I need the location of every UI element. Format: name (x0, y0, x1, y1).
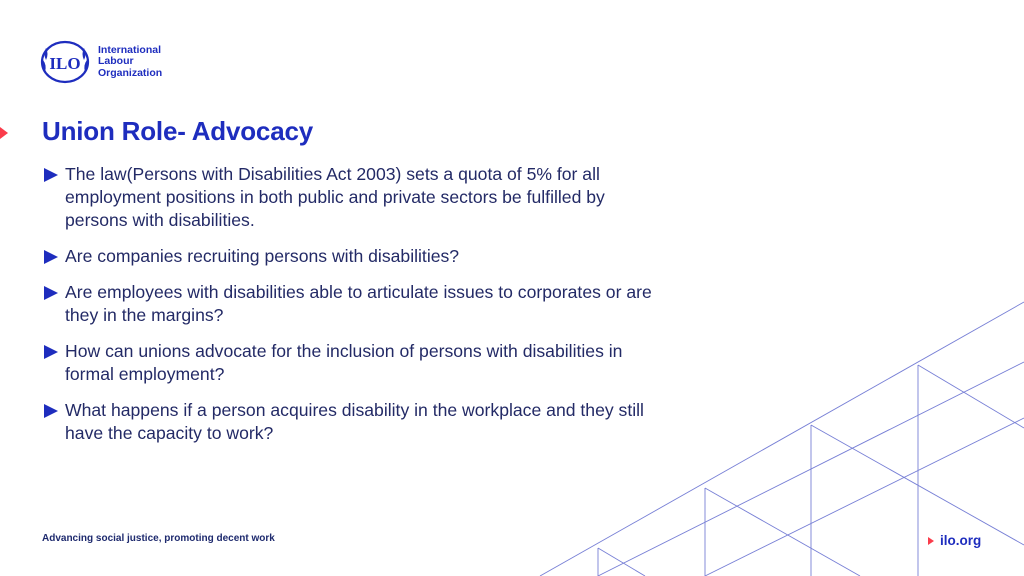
bullet-item (42, 245, 672, 268)
org-name-line-3: Organization (98, 66, 163, 79)
bullet-text: The law(Persons with Disabilities Act 2003) sets a quota of 5% for all employment positions in both public and private sectors be fulfilled by persons with disabilities. (65, 164, 605, 230)
bullet-list (42, 163, 672, 458)
play-arrow-icon (928, 537, 934, 545)
section-marker-icon (0, 127, 8, 139)
footer-tagline: Advancing social justice, promoting decent work (42, 533, 275, 544)
triangle-bullet-icon (44, 345, 58, 359)
bullet-item (42, 163, 672, 232)
ilo-logo (40, 40, 162, 84)
footer-link[interactable] (928, 533, 981, 548)
bullet-item (42, 281, 672, 327)
org-name-line-1: International (98, 43, 162, 56)
bullet-item (42, 399, 672, 445)
org-name (98, 45, 162, 80)
triangle-bullet-icon (44, 168, 58, 182)
bullet-text: What happens if a person acquires disability in the workplace and they still have the capacity to work? (65, 400, 644, 443)
footer-url[interactable]: ilo.org (940, 533, 982, 548)
triangle-bullet-icon (44, 404, 58, 418)
bullet-text: How can unions advocate for the inclusion of persons with disabilities in formal employment? (65, 341, 623, 384)
slide-title: Union Role- Advocacy (42, 116, 313, 146)
bullet-text: Are employees with disabilities able to articulate issues to corporates or are they in the margins? (65, 282, 652, 325)
ilo-emblem-icon (40, 40, 90, 84)
emblem-text: ILO (49, 54, 81, 73)
triangle-bullet-icon (44, 250, 58, 264)
triangle-bullet-icon (44, 286, 58, 300)
bullet-text: Are companies recruiting persons with disabilities? (65, 246, 460, 266)
org-name-line-2: Labour (98, 55, 134, 68)
bullet-item (42, 340, 672, 386)
